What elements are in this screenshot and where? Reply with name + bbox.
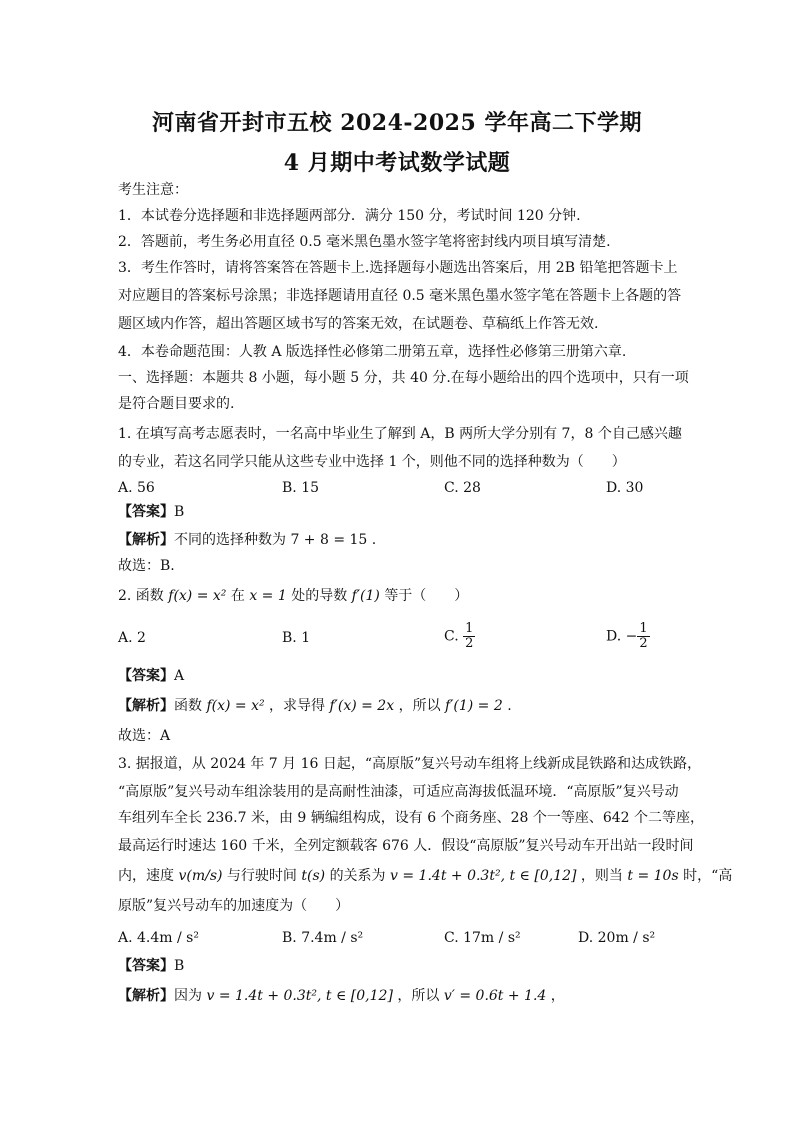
q1-conclusion: 故选：B. [118, 558, 175, 574]
analysis-text: 因为 [174, 988, 207, 1004]
answer-label: 【答案】 [118, 958, 174, 974]
notice-item-3-cont2: 题区域内作答，超出答题区域书写的答案无效，在试题卷、草稿纸上作答无效. [118, 316, 599, 332]
analysis-text: ， [550, 988, 565, 1004]
notice-item-3-cont: 对应题目的答案标号涂黑；非选择题请用直径 0.5 毫米黑色墨水签字笔在答题卡上各题的答 [118, 288, 682, 304]
notice-item-4: 4．本卷命题范围：人教 A 版选择性必修第二册第五章，选择性必修第三册第六章. [118, 344, 627, 360]
q2-stem-text: 在 [230, 588, 250, 604]
section-heading: 一、选择题：本题共 8 小题，每小题 5 分，共 40 分.在每小题给出的四个选项中，只有一项 [118, 370, 689, 386]
minus-sign: − [625, 628, 638, 645]
q3-velocity-expr: v(m/s) [178, 868, 227, 884]
q3-analysis [118, 986, 678, 1006]
q3-time-value-expr: t = 10s [627, 868, 684, 884]
q3-stem-line4: 最高运行时速达 160 千米，全列定额载客 676 人．假设“高原版”复兴号动车开出站一段时间 [118, 838, 694, 854]
q3-option-d: D. 20m / s² [578, 930, 656, 946]
page-title-line1: 河南省开封市五校 2024-2025 学年高二下学期 [152, 110, 642, 136]
q3-stem-line6: 原版”复兴号动车的加速度为（ ） [118, 898, 350, 914]
q3-stem-text: 内，速度 [118, 868, 179, 884]
analysis-text: 不同的选择种数为 7 + 8 = 15 . [174, 532, 377, 548]
analysis-expr: f′(1) = 2 [445, 698, 508, 714]
q2-option-d-fraction [637, 622, 649, 651]
analysis-expr: v = 1.4t + 0.3t², t ∈ [0,12] [206, 988, 398, 1004]
q3-option-b: B. 7.4m / s² [282, 930, 364, 946]
answer-label: 【答案】 [118, 668, 174, 684]
q3-option-c: C. 17m / s² [444, 930, 521, 946]
q3-stem-line3: 车组列车全长 236.7 米，由 9 辆编组构成，设有 6 个商务座、28 个一等座、642 个二等座， [118, 810, 705, 826]
notice-item-1: 1．本试卷分选择题和非选择题两部分．满分 150 分，考试时间 120 分钟. [118, 208, 581, 224]
q3-option-a: A. 4.4m / s² [118, 930, 199, 946]
q3-stem-line5 [118, 866, 733, 886]
q2-option-a: A. 2 [118, 630, 146, 646]
q2-analysis [118, 696, 678, 716]
answer-value: B [174, 504, 185, 520]
analysis-label: 【解析】 [118, 532, 174, 548]
section-heading-cont: 是符合题目要求的. [118, 396, 235, 412]
q2-stem [118, 586, 678, 606]
answer-value: B [174, 958, 185, 974]
q3-stem-text: ，则当 [580, 868, 628, 884]
q2-stem-text: 等于（ ） [384, 588, 469, 604]
q2-function-expr: f(x) = x² [168, 588, 231, 604]
fraction-numerator: 1 [465, 621, 474, 636]
q2-option-c-fraction [463, 622, 475, 651]
analysis-text: . [507, 698, 512, 714]
analysis-label: 【解析】 [118, 988, 174, 1004]
q3-answer [118, 956, 678, 976]
q3-stem-line1: 3. 据报道，从 2024 年 7 月 16 日起，“高原版”复兴号动车组将上线新成昆铁路和达成铁路， [118, 756, 702, 772]
q3-stem-text: 的关系为 [329, 868, 391, 884]
notice-item-3: 3．考生作答时，请将答案答在答题卡上.选择题每小题选出答案后，用 2B 铅笔把答题卡上 [118, 260, 678, 276]
analysis-expr: f(x) = x² [206, 698, 270, 714]
fraction-denominator: 2 [639, 636, 648, 651]
answer-value: A [174, 668, 185, 684]
q2-option-c [444, 622, 475, 651]
q2-point-expr: x = 1 [249, 588, 292, 604]
notice-item-2: 2．答题前，考生务必用直径 0.5 毫米黑色墨水签字笔将密封线内项目填写清楚. [118, 234, 611, 250]
fraction-numerator: 1 [639, 621, 648, 636]
page-title-line2: 4 月期中考试数学试题 [283, 150, 511, 176]
analysis-text: ，所以 [398, 698, 446, 714]
q1-analysis [118, 530, 678, 550]
q3-stem-line2: “高原版”复兴号动车组涂装用的是高耐性油漆，可适应高海拔低温环境．“高原版”复兴号动 [118, 784, 679, 800]
analysis-text: ，求导得 [269, 698, 330, 714]
analysis-text: 函数 [174, 698, 207, 714]
analysis-label: 【解析】 [118, 698, 174, 714]
q3-stem-text: 时，“高 [683, 868, 733, 884]
q2-derivative-expr: f′(1) [351, 588, 385, 604]
answer-label: 【答案】 [118, 504, 174, 520]
q1-answer [118, 502, 678, 522]
q1-stem-line1: 1. 在填写高考志愿表时，一名高中毕业生了解到 A，B 两所大学分别有 7，8 个自己感兴趣 [118, 426, 682, 442]
q3-stem-text: 与行驶时间 [226, 868, 302, 884]
analysis-expr: f′(x) = 2x [329, 698, 399, 714]
q3-relation-expr: v = 1.4t + 0.3t², t ∈ [0,12] [390, 868, 581, 884]
q2-conclusion: 故选：A [118, 728, 171, 744]
q2-answer [118, 666, 678, 686]
analysis-text: ，所以 [397, 988, 444, 1004]
q2-option-d-label: D. [606, 628, 622, 645]
q1-option-d: D. 30 [606, 480, 644, 496]
analysis-expr: v′ = 0.6t + 1.4 [443, 988, 551, 1004]
q1-option-b: B. 15 [282, 480, 320, 496]
q2-stem-text: 处的导数 [291, 588, 352, 604]
q2-option-c-label: C. [444, 628, 459, 645]
q1-option-c: C. 28 [444, 480, 481, 496]
q3-time-expr: t(s) [301, 868, 330, 884]
q1-option-a: A. 56 [118, 480, 155, 496]
fraction-denominator: 2 [465, 636, 474, 651]
q2-option-b: B. 1 [282, 630, 311, 646]
q2-stem-text: 2. 函数 [118, 588, 169, 604]
notice-heading: 考生注意： [118, 182, 188, 198]
q1-stem-line2: 的专业，若这名同学只能从这些专业中选择 1 个，则他不同的选择种数为（ ） [118, 454, 626, 470]
q2-option-d [606, 622, 650, 651]
